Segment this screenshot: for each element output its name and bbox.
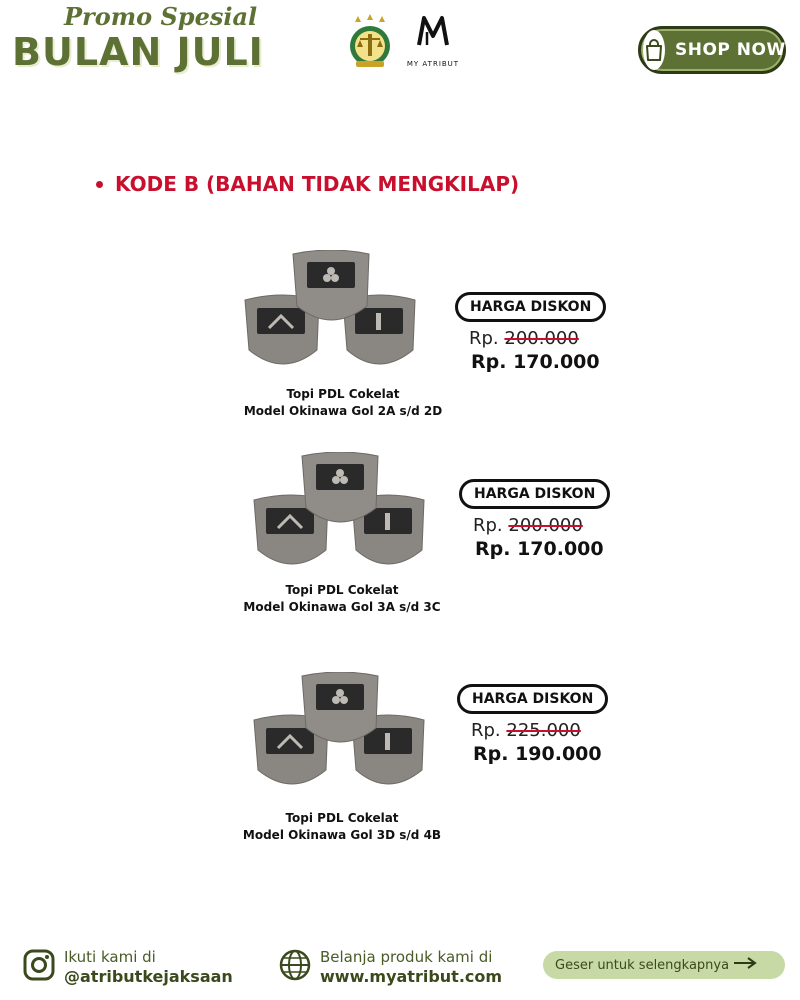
price-original (455, 328, 625, 349)
my-atribut-logo (404, 14, 462, 76)
product-caption-line2: Model Okinawa Gol 3D s/d 4B (242, 828, 442, 842)
cap-center-icon (302, 672, 378, 742)
product-image-3[interactable] (252, 672, 432, 812)
product-caption-2 (212, 582, 472, 616)
footer-website[interactable] (278, 948, 502, 987)
price-prefix: Rp. (471, 720, 501, 741)
section-title: KODE B (BAHAN TIDAK MENGKILAP) (115, 172, 520, 196)
shop-now-button[interactable] (638, 26, 786, 74)
price-block-1 (455, 292, 625, 373)
globe-icon (278, 948, 312, 987)
website-shop-label: Belanja produk kami di (320, 948, 493, 966)
website-text (320, 948, 502, 986)
my-atribut-logo-word: MY ATRIBUT (406, 60, 460, 68)
product-caption-line1: Topi PDL Cokelat (285, 811, 399, 825)
discount-badge: HARGA DISKON (455, 292, 606, 322)
shopping-bag-icon (643, 30, 665, 70)
instagram-handle[interactable]: @atributkejaksaan (64, 967, 233, 986)
kejaksaan-emblem-logo (344, 12, 396, 70)
product-caption-line2: Model Okinawa Gol 3A s/d 3C (243, 600, 441, 614)
website-url[interactable]: www.myatribut.com (320, 967, 503, 986)
price-discounted: Rp. 170.000 (471, 351, 600, 373)
product-caption-1 (213, 386, 473, 420)
section-heading (96, 172, 519, 196)
promo-script-title: Promo Spesial (64, 2, 258, 31)
price-old-value: 200.000 (504, 328, 579, 349)
price-original (457, 720, 627, 741)
discount-badge: HARGA DISKON (457, 684, 608, 714)
instagram-text (64, 948, 233, 986)
price-prefix: Rp. (469, 328, 499, 349)
cap-center-icon (293, 250, 369, 320)
price-discounted: Rp. 190.000 (473, 743, 602, 765)
my-atribut-logo-mark (404, 14, 462, 56)
product-caption-3 (212, 810, 472, 844)
price-block-2 (459, 479, 629, 560)
product-image-2[interactable] (252, 452, 432, 592)
footer-instagram[interactable] (22, 948, 233, 987)
product-caption-line2: Model Okinawa Gol 2A s/d 2D (243, 404, 443, 418)
price-prefix: Rp. (473, 515, 503, 536)
swipe-label: Geser untuk selengkapnya (555, 957, 730, 973)
product-caption-line1: Topi PDL Cokelat (285, 583, 399, 597)
product-caption-line1: Topi PDL Cokelat (286, 387, 400, 401)
price-discounted: Rp. 170.000 (475, 538, 604, 560)
instagram-follow-label: Ikuti kami di (64, 948, 156, 966)
swipe-more-button[interactable] (543, 951, 785, 979)
arrow-right-icon (733, 957, 757, 973)
product-image-1[interactable] (243, 250, 423, 390)
price-original (459, 515, 629, 536)
cap-center-icon (302, 452, 378, 522)
price-old-value: 200.000 (508, 515, 583, 536)
promo-main-title: BULAN JULI (12, 30, 264, 74)
price-block-3 (457, 684, 627, 765)
discount-badge: HARGA DISKON (459, 479, 610, 509)
price-old-value: 225.000 (506, 720, 581, 741)
bullet-dot (96, 181, 103, 188)
instagram-icon (22, 948, 56, 987)
shop-now-label: SHOP NOW (675, 40, 786, 60)
